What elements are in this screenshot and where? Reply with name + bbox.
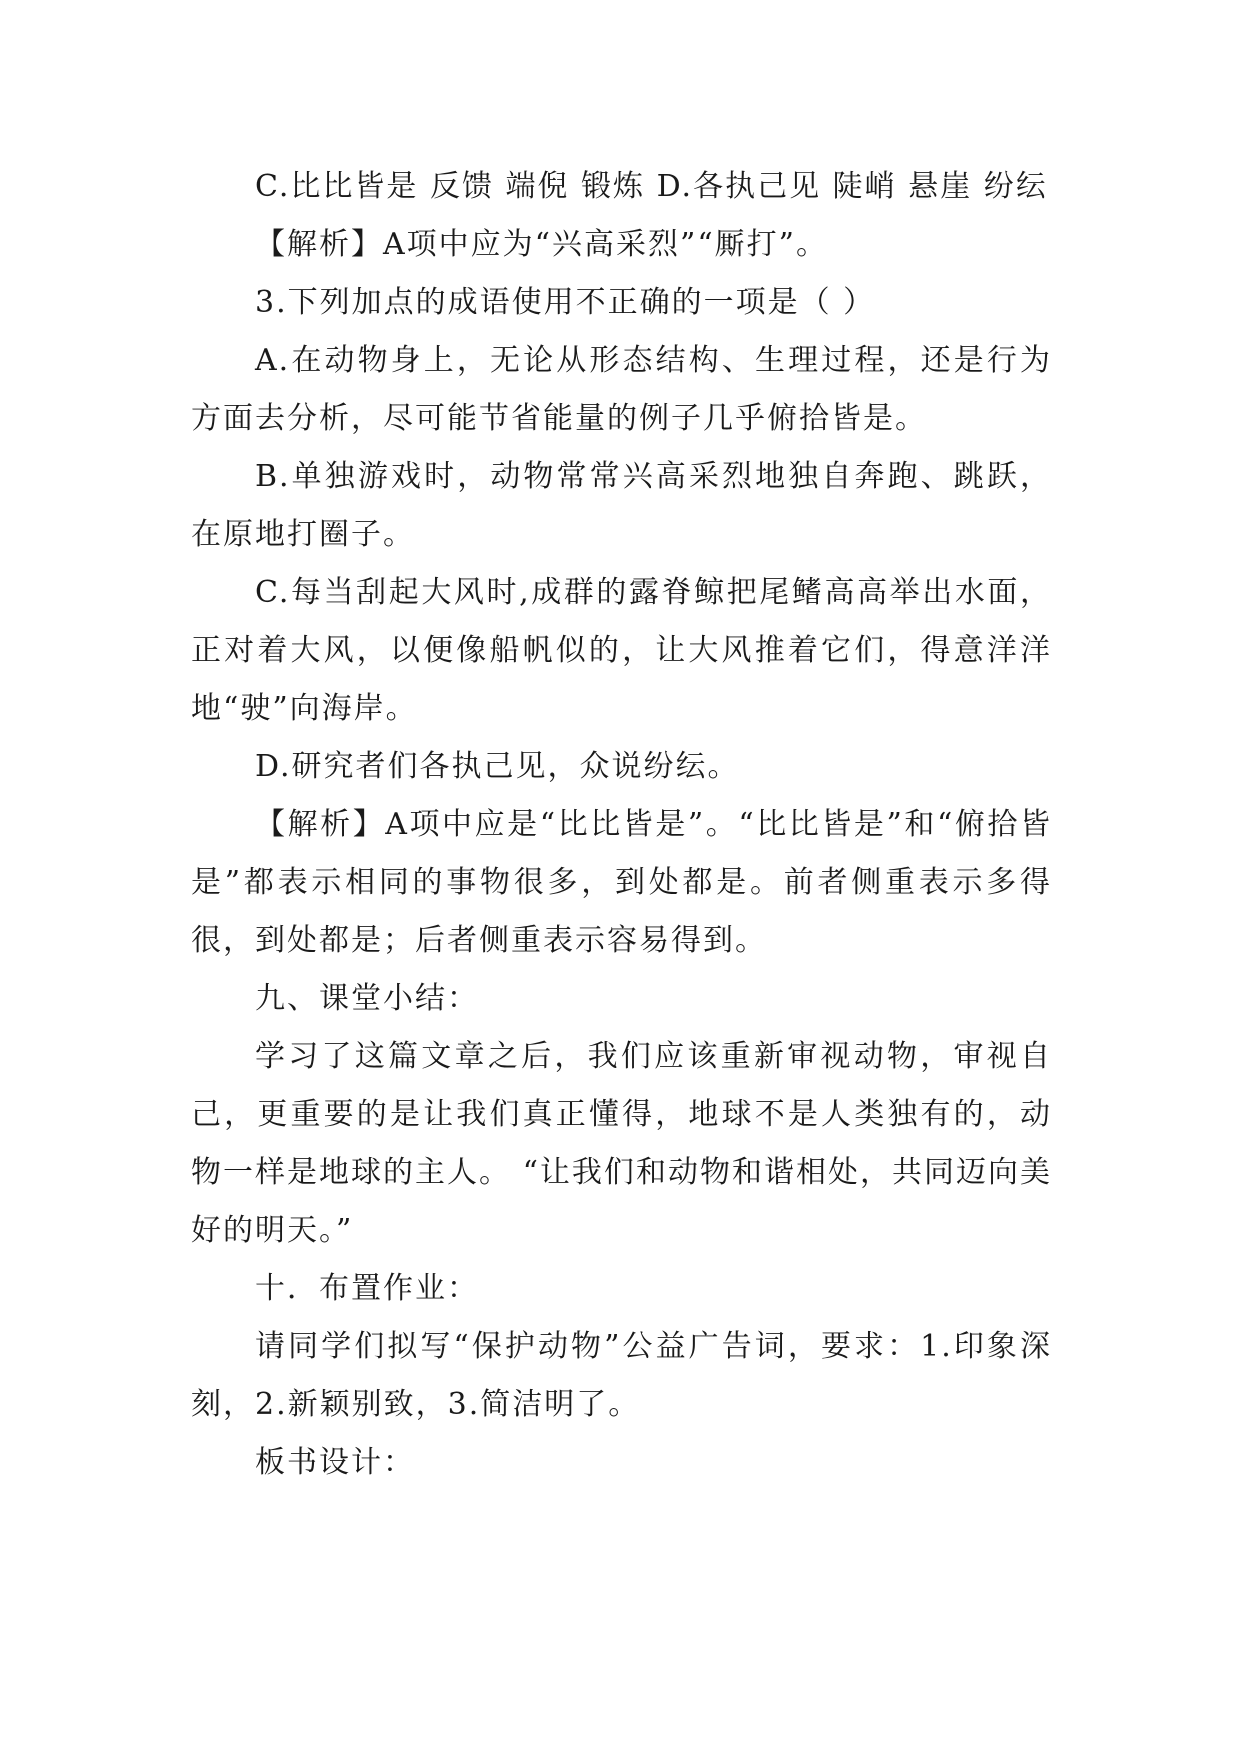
section-heading-board-design: 板书设计： (255, 1445, 415, 1480)
question-3-option-d: D.研究者们各执己见，众说纷纭。 (255, 749, 740, 784)
summary-paragraph: 学习了这篇文章之后，我们应该重新审视动物，审视自己，更重要的是让我们真正懂得，地球不是人类独有的，动物一样是地球的主人。 “让我们和动物和谐相处，共同迈向美好的明天。” (191, 1039, 1052, 1248)
section-heading-summary: 九、课堂小结： (255, 981, 479, 1016)
question-3: 3.下列加点的成语使用不正确的一项是（ ） (255, 285, 876, 320)
analysis-paragraph-2: 【解析】A项中应是“比比皆是”。“比比皆是”和“俯拾皆是”都表示相同的事物很多，到处都是。前者侧重表示多得很，到处都是；后者侧重表示容易得到。 (191, 807, 1052, 958)
homework-paragraph: 请同学们拟写“保护动物”公益广告词，要求：1.印象深刻，2.新颖别致，3.简洁明了。 (191, 1329, 1052, 1422)
analysis-paragraph-1: 【解析】A项中应为“兴高采烈”“厮打”。 (255, 227, 829, 262)
document-body (191, 158, 1052, 1492)
question-3-option-a: A.在动物身上，无论从形态结构、生理过程，还是行为方面去分析，尽可能节省能量的例子几乎俯拾皆是。 (191, 343, 1052, 436)
question-3-option-b: B.单独游戏时，动物常常兴高采烈地独自奔跑、跳跃，在原地打圈子。 (191, 459, 1052, 552)
question-3-option-c: C.每当刮起大风时,成群的露脊鲸把尾鳍高高举出水面，正对着大风，以便像船帆似的，让大风推着它们，得意洋洋地“驶”向海岸。 (191, 575, 1052, 726)
section-heading-homework: 十．布置作业： (255, 1271, 479, 1306)
option-c-d-line: C.比比皆是 反馈 端倪 锻炼 D.各执己见 陡峭 悬崖 纷纭 (255, 169, 1048, 204)
